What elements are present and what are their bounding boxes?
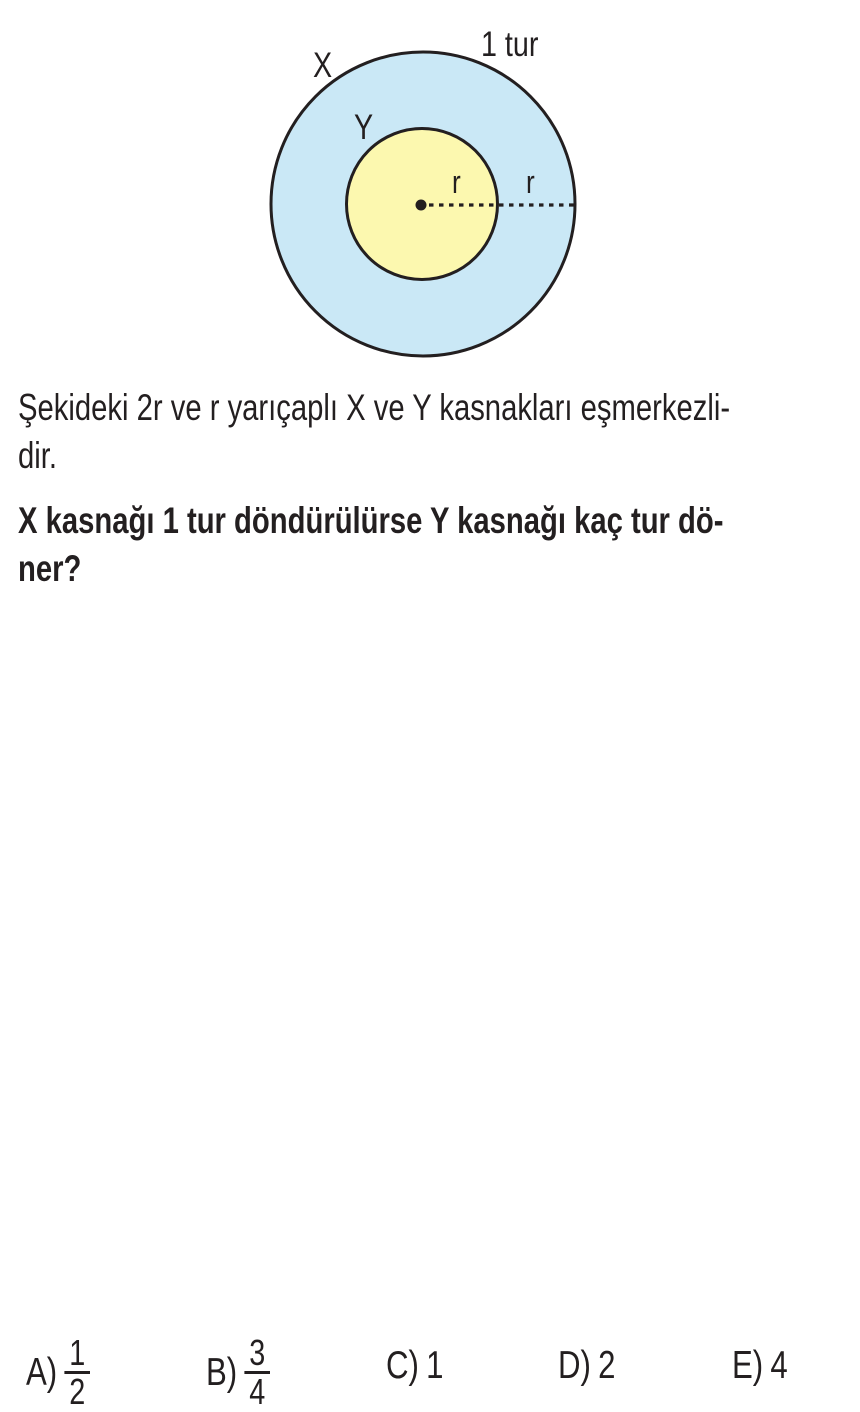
fraction-numerator: 1	[69, 1331, 86, 1373]
option-e-value: 4	[770, 1344, 788, 1387]
option-d[interactable]	[558, 1346, 615, 1385]
statement-line-1: Şekideki 2r ve r yarıçaplı X ve Y kasnakları eşmerkezli-	[18, 387, 731, 428]
option-e-label: E)	[732, 1344, 764, 1387]
inner-pulley-label: Y	[354, 108, 374, 147]
center-dot	[416, 200, 427, 211]
option-c[interactable]	[386, 1346, 443, 1385]
prompt-line-2: ner?	[18, 548, 82, 589]
option-d-value: 2	[598, 1344, 616, 1387]
prompt-line-1: X kasnağı 1 tur döndürülürse Y kasnağı kaç tur dö-	[18, 500, 724, 541]
fraction-numerator: 3	[249, 1331, 266, 1373]
pulley-diagram-svg	[0, 0, 860, 380]
option-b[interactable]	[206, 1332, 270, 1412]
fraction-denominator: 2	[69, 1370, 86, 1412]
inner-radius-label: r	[452, 164, 461, 200]
turn-count-label: 1 tur	[481, 25, 539, 64]
option-e[interactable]	[732, 1346, 788, 1385]
pulley-diagram	[0, 0, 860, 380]
question-prompt	[18, 497, 724, 593]
statement-line-2: dir.	[18, 435, 57, 476]
outer-radius-label: r	[526, 164, 535, 200]
option-a-label: A)	[26, 1350, 58, 1394]
option-b-label: B)	[206, 1350, 238, 1394]
option-a[interactable]	[26, 1332, 90, 1412]
option-b-fraction	[244, 1331, 270, 1412]
option-c-value: 1	[426, 1344, 444, 1387]
fraction-denominator: 4	[249, 1370, 266, 1412]
outer-pulley-label: X	[313, 46, 333, 85]
options-row	[0, 660, 860, 1412]
option-c-label: C)	[386, 1344, 419, 1387]
question-statement	[18, 384, 730, 480]
option-d-label: D)	[558, 1344, 591, 1387]
option-a-fraction	[64, 1331, 90, 1412]
